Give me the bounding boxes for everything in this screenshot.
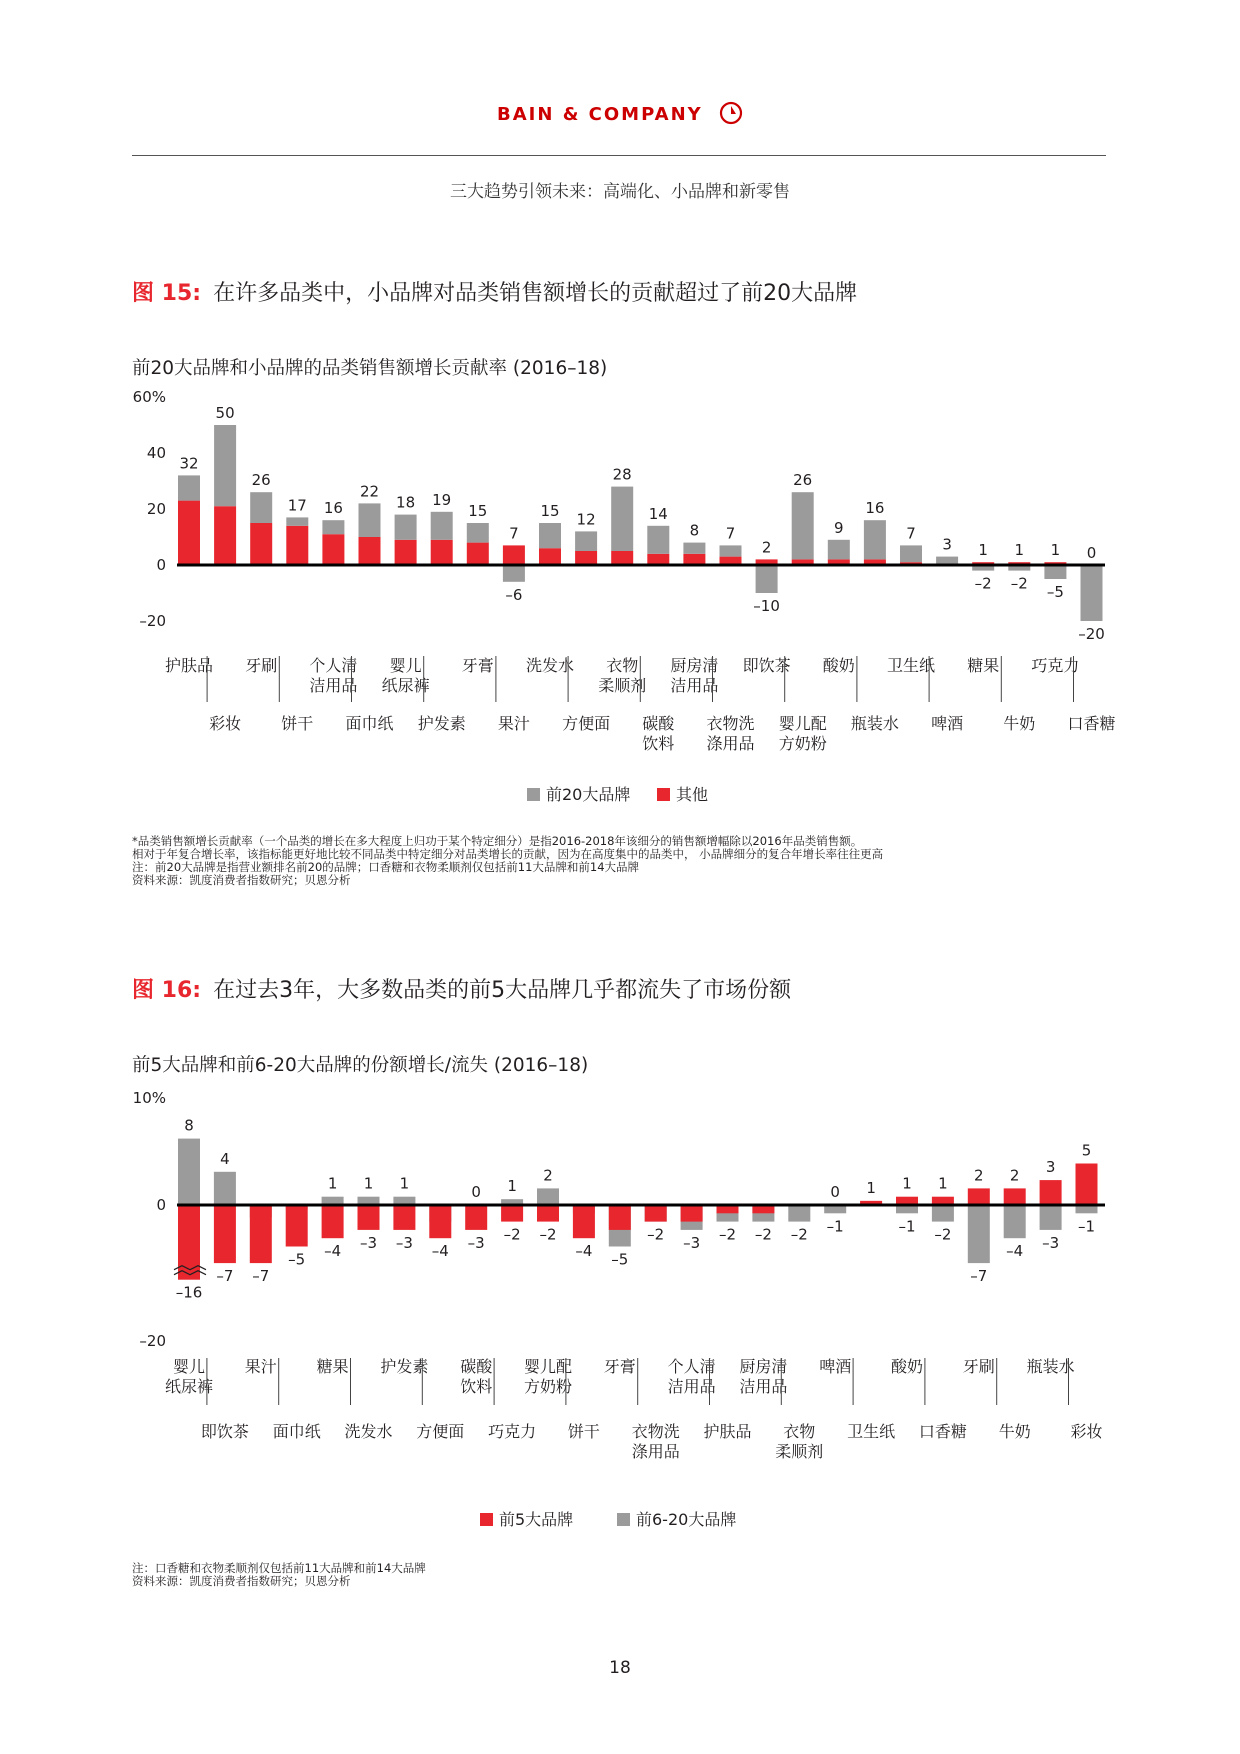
bar-top5 xyxy=(501,1205,523,1222)
figure16-note-2: 资料来源：凯度消费者指数研究；贝恩分析 xyxy=(132,1574,351,1588)
category-label: 衣物 xyxy=(606,656,639,675)
data-label: 50 xyxy=(215,404,235,422)
bar-top6-20 xyxy=(1040,1205,1062,1230)
data-label: 7 xyxy=(906,524,916,543)
data-label: –1 xyxy=(898,1217,916,1236)
category-label: 护发素 xyxy=(380,1357,429,1376)
category-label: 糖果 xyxy=(316,1357,349,1376)
bar-top20 xyxy=(431,512,453,540)
bar-top5 xyxy=(537,1205,559,1222)
bar-top20 xyxy=(647,526,669,554)
y-tick-label: 60% xyxy=(132,388,166,406)
legend-label-other: 其他 xyxy=(676,785,709,804)
category-label: 牙膏 xyxy=(461,656,494,675)
bar-other xyxy=(575,551,597,565)
data-label: –7 xyxy=(970,1267,988,1286)
category-label: 洁用品 xyxy=(739,1377,788,1396)
bar-top5 xyxy=(609,1205,631,1230)
figure16-notes xyxy=(132,1562,426,1588)
bar-other xyxy=(467,543,489,565)
data-label: 8 xyxy=(184,1116,194,1135)
category-label: 瓶装水 xyxy=(1026,1357,1075,1376)
data-label: –2 xyxy=(1010,574,1028,593)
data-label: –1 xyxy=(826,1217,844,1236)
data-label: 0 xyxy=(471,1183,481,1201)
bar-top20 xyxy=(611,487,633,551)
data-label: 1 xyxy=(902,1174,912,1193)
data-label: 3 xyxy=(1045,1158,1056,1177)
category-label: 衣物洗 xyxy=(631,1422,680,1441)
bar-other xyxy=(539,548,561,565)
bar-top20 xyxy=(359,503,381,537)
data-label: 5 xyxy=(1081,1141,1092,1160)
bar-top20 xyxy=(250,492,272,523)
bar-top5 xyxy=(214,1205,236,1263)
category-label: 衣物 xyxy=(783,1422,816,1441)
bar-top5 xyxy=(1040,1180,1062,1205)
category-label: 婴儿 xyxy=(172,1357,206,1376)
data-label: –4 xyxy=(575,1242,593,1261)
data-label: 7 xyxy=(725,524,736,543)
category-label: 洁用品 xyxy=(309,676,358,695)
y-tick-label: –20 xyxy=(139,612,166,630)
data-label: 7 xyxy=(509,524,519,543)
data-label: 16 xyxy=(865,499,885,518)
category-label: 护发素 xyxy=(417,714,466,733)
data-label: 26 xyxy=(251,471,271,490)
category-label: 酸奶 xyxy=(822,656,855,675)
bar-top20 xyxy=(575,531,597,551)
data-label: 0 xyxy=(830,1183,840,1201)
category-label: 厨房清 xyxy=(739,1357,788,1376)
bar-other xyxy=(611,551,633,565)
bar-other xyxy=(359,537,381,565)
category-label: 即饮茶 xyxy=(742,656,791,675)
data-label: –3 xyxy=(1042,1233,1060,1252)
report-subtitle: 三大趋势引领未来：高端化、小品牌和新零售 xyxy=(450,182,790,202)
bar-top5 xyxy=(681,1205,703,1222)
bar-top20 xyxy=(1044,565,1066,579)
data-label: 28 xyxy=(612,465,632,484)
chart1-title: 前20大品牌和小品牌的品类销售额增长贡献率 (2016–18) xyxy=(132,358,608,379)
data-label: 19 xyxy=(432,490,452,509)
data-label: 12 xyxy=(576,510,596,529)
category-label: 彩妆 xyxy=(1070,1422,1103,1441)
category-label: 牙刷 xyxy=(245,656,278,675)
bar-top20 xyxy=(756,565,778,593)
category-label: 面巾纸 xyxy=(345,714,394,733)
bar-other xyxy=(683,554,705,565)
category-label: 婴儿配 xyxy=(523,1357,573,1376)
category-label: 啤酒 xyxy=(931,714,964,733)
figure15-note-2: 相对于年复合增长率，该指标能更好地比较不同品类中特定细分对品类增长的贡献，因为在高度集中的品类中， 小品牌细分的复合年增长率往往更高 xyxy=(132,847,884,861)
data-label: 2 xyxy=(1009,1166,1020,1185)
category-label: 涤用品 xyxy=(631,1442,680,1461)
bar-other xyxy=(395,540,417,565)
legend-label-top6-20: 前6-20大品牌 xyxy=(636,1510,737,1529)
y-tick-label: 20 xyxy=(146,500,166,518)
figure16-note-1: 注：口香糖和衣物柔顺剂仅包括前11大品牌和前14大品牌 xyxy=(132,1561,426,1575)
data-label: –4 xyxy=(324,1242,342,1261)
bar-top6-20 xyxy=(788,1205,810,1222)
bar-top20 xyxy=(864,520,886,559)
category-label: 饮料 xyxy=(460,1377,493,1396)
category-label: 方奶粉 xyxy=(778,734,827,753)
data-label: 16 xyxy=(323,499,343,518)
bar-top5 xyxy=(1004,1188,1026,1205)
data-label: –4 xyxy=(1006,1242,1024,1261)
bar-top6-20 xyxy=(1004,1205,1026,1238)
category-label: 彩妆 xyxy=(209,714,242,733)
figure15-title-text: 在许多品类中，小品牌对品类销售额增长的贡献超过了前20大品牌 xyxy=(213,281,858,306)
bar-top20 xyxy=(286,517,308,525)
data-label: 32 xyxy=(179,454,199,473)
category-label: 果汁 xyxy=(244,1357,277,1376)
bar-top20 xyxy=(792,492,814,559)
legend-swatch-top5 xyxy=(480,1513,493,1526)
legend-label-top20: 前20大品牌 xyxy=(546,785,631,804)
category-label: 方便面 xyxy=(562,714,611,733)
category-label: 巧克力 xyxy=(488,1422,537,1441)
legend-swatch-top20 xyxy=(527,788,540,801)
category-label: 衣物洗 xyxy=(706,714,755,733)
figure15-notes xyxy=(132,835,883,887)
bar-top20 xyxy=(214,425,236,506)
data-label: 1 xyxy=(938,1174,948,1193)
bar-top6-20 xyxy=(932,1205,954,1222)
figure15-note-1: *品类销售额增长贡献率（一个品类的增长在多大程度上归功于某个特定细分）是指2016-2018年该细分的销售额增幅除以2016年品类销售额。 xyxy=(132,834,863,848)
bar-top20 xyxy=(395,515,417,540)
chart2-svg xyxy=(0,1080,1240,1535)
data-label: 9 xyxy=(834,518,844,537)
bar-top20 xyxy=(322,520,344,534)
category-label: 纸尿裤 xyxy=(164,1377,214,1396)
figure15-title xyxy=(132,276,857,307)
data-label: –2 xyxy=(790,1225,808,1244)
category-label: 婴儿配 xyxy=(778,714,827,733)
data-label: –1 xyxy=(1077,1217,1096,1236)
bar-top5 xyxy=(322,1205,344,1238)
bar-other xyxy=(250,523,272,565)
category-label: 瓶装水 xyxy=(850,714,899,733)
data-label: 4 xyxy=(220,1149,230,1168)
category-label: 糖果 xyxy=(967,656,1000,675)
data-label: –2 xyxy=(539,1225,557,1244)
data-label: –2 xyxy=(647,1225,665,1244)
bar-top20 xyxy=(178,475,200,500)
category-label: 牛奶 xyxy=(1003,714,1036,733)
category-label: 饼干 xyxy=(567,1422,600,1441)
category-label: 饮料 xyxy=(642,734,675,753)
y-tick-label: –20 xyxy=(139,1332,166,1350)
data-label: –3 xyxy=(359,1233,378,1252)
data-label: –20 xyxy=(1078,625,1105,643)
bar-other xyxy=(647,554,669,565)
data-label: 15 xyxy=(540,502,560,520)
category-label: 个人清 xyxy=(667,1357,716,1376)
bar-other xyxy=(178,501,200,565)
data-label: –4 xyxy=(431,1242,449,1261)
data-label: 15 xyxy=(468,502,488,520)
data-label: –7 xyxy=(216,1267,234,1286)
data-label: 8 xyxy=(689,521,700,540)
bain-logo xyxy=(0,104,1240,125)
figure15-note-4: 资料来源：凯度消费者指数研究；贝恩分析 xyxy=(132,873,351,887)
page-number: 18 xyxy=(609,1658,631,1678)
bar-top5 xyxy=(178,1205,200,1280)
category-label: 洗发水 xyxy=(344,1422,393,1441)
data-label: 18 xyxy=(396,493,416,512)
category-label: 口香糖 xyxy=(1067,714,1116,733)
bar-top6-20 xyxy=(968,1205,990,1263)
figure16-title-text: 在过去3年，大多数品类的前5大品牌几乎都流失了市场份额 xyxy=(213,978,792,1003)
data-label: –7 xyxy=(252,1267,270,1286)
category-label: 酸奶 xyxy=(890,1357,924,1376)
category-label: 碳酸 xyxy=(460,1357,493,1376)
data-label: 1 xyxy=(507,1177,517,1196)
category-label: 口香糖 xyxy=(918,1422,967,1441)
category-label: 牙刷 xyxy=(962,1357,995,1376)
data-label: 1 xyxy=(978,541,988,560)
bar-other xyxy=(286,526,308,565)
data-label: 26 xyxy=(793,471,813,490)
y-tick-label: 40 xyxy=(146,444,166,462)
y-tick-label: 10% xyxy=(132,1089,166,1107)
data-label: –6 xyxy=(505,585,523,604)
data-label: 1 xyxy=(866,1178,876,1197)
data-label: –5 xyxy=(288,1250,306,1269)
category-label: 牛奶 xyxy=(998,1422,1031,1441)
data-label: 1 xyxy=(1050,541,1061,560)
chart1-svg xyxy=(0,380,1240,810)
category-label: 护肤品 xyxy=(703,1422,752,1441)
data-label: 2 xyxy=(974,1166,984,1185)
data-label: –2 xyxy=(718,1225,737,1244)
category-label: 洁用品 xyxy=(667,1377,716,1396)
data-label: –10 xyxy=(753,597,780,615)
data-label: –3 xyxy=(683,1233,701,1252)
figure16-title xyxy=(132,973,791,1004)
bar-top20 xyxy=(720,545,742,556)
data-label: 22 xyxy=(359,482,380,501)
category-label: 即饮茶 xyxy=(200,1422,249,1441)
chart2-title: 前5大品牌和前6-20大品牌的份额增长/流失 (2016–18) xyxy=(132,1055,589,1076)
data-label: –2 xyxy=(974,574,992,593)
category-label: 牙膏 xyxy=(603,1357,636,1376)
legend-label-top5: 前5大品牌 xyxy=(499,1510,574,1529)
category-label: 巧克力 xyxy=(1031,656,1080,675)
bar-other xyxy=(322,534,344,565)
figure15-label: 图 15: xyxy=(132,281,202,306)
bar-top20 xyxy=(683,543,705,554)
category-label: 饼干 xyxy=(281,714,314,733)
y-tick-label: 0 xyxy=(156,556,166,574)
bar-top6-20 xyxy=(214,1172,236,1205)
category-label: 卫生纸 xyxy=(886,656,936,675)
data-label: –2 xyxy=(754,1225,772,1244)
category-label: 个人清 xyxy=(309,656,358,675)
category-label: 洗发水 xyxy=(525,656,575,675)
category-label: 啤酒 xyxy=(819,1357,852,1376)
data-label: 17 xyxy=(287,496,307,515)
bar-top20 xyxy=(467,523,489,543)
data-label: 0 xyxy=(1086,544,1097,562)
bar-other xyxy=(431,540,453,565)
category-label: 柔顺剂 xyxy=(598,676,647,695)
category-label: 纸尿裤 xyxy=(381,676,430,695)
data-label: –2 xyxy=(503,1225,521,1244)
category-label: 碳酸 xyxy=(642,714,675,733)
category-label: 果汁 xyxy=(497,714,530,733)
bar-top5 xyxy=(358,1205,380,1230)
data-label: –5 xyxy=(1046,583,1064,601)
bar-top5 xyxy=(465,1205,487,1230)
category-label: 婴儿 xyxy=(389,656,422,675)
bar-top20 xyxy=(539,523,561,548)
category-label: 涤用品 xyxy=(706,734,755,753)
logo-text: BAIN & COMPANY xyxy=(497,104,703,125)
data-label: 2 xyxy=(543,1166,553,1185)
bar-other xyxy=(503,545,525,565)
bar-top5 xyxy=(573,1205,595,1238)
bar-top20 xyxy=(936,557,958,564)
data-label: 1 xyxy=(363,1174,374,1193)
category-label: 方奶粉 xyxy=(523,1377,573,1396)
data-label: 3 xyxy=(942,535,952,554)
compass-logo-icon xyxy=(719,101,743,125)
category-label: 面巾纸 xyxy=(272,1422,321,1441)
bar-other xyxy=(214,506,236,565)
bar-top5 xyxy=(1076,1164,1098,1206)
data-label: 1 xyxy=(1014,541,1025,560)
data-label: 14 xyxy=(648,504,668,523)
bar-top20 xyxy=(900,545,922,562)
figure15-note-3: 注：前20大品牌是指营业额排名前20的品牌；口香糖和衣物柔顺剂仅包括前11大品牌和前14大品牌 xyxy=(132,860,640,874)
bar-top5 xyxy=(429,1205,451,1238)
bar-top5 xyxy=(393,1205,415,1230)
category-label: 卫生纸 xyxy=(847,1422,896,1441)
bar-top20 xyxy=(828,540,850,560)
data-label: –5 xyxy=(611,1250,629,1269)
data-label: –3 xyxy=(395,1233,413,1252)
bar-top5 xyxy=(968,1188,990,1205)
data-label: 2 xyxy=(761,538,772,557)
category-label: 洁用品 xyxy=(670,676,719,695)
bar-top5 xyxy=(250,1205,272,1263)
figure16-label: 图 16: xyxy=(132,978,202,1003)
data-label: –16 xyxy=(175,1283,203,1302)
data-label: –2 xyxy=(934,1225,952,1244)
category-label: 柔顺剂 xyxy=(775,1442,824,1461)
y-tick-label: 0 xyxy=(156,1196,166,1214)
header-divider xyxy=(132,155,1106,156)
bar-top20 xyxy=(1081,565,1103,621)
data-label: 1 xyxy=(327,1174,338,1193)
category-label: 方便面 xyxy=(416,1422,465,1441)
legend-swatch-other xyxy=(657,788,670,801)
bar-top5 xyxy=(645,1205,667,1222)
bar-top20 xyxy=(503,565,525,582)
bar-top6-20 xyxy=(178,1139,200,1205)
legend-swatch-top6-20 xyxy=(617,1513,630,1526)
category-label: 护肤品 xyxy=(164,656,214,675)
data-label: 1 xyxy=(399,1174,410,1193)
bar-top5 xyxy=(286,1205,308,1247)
category-label: 厨房清 xyxy=(670,656,719,675)
bar-top6-20 xyxy=(537,1188,559,1205)
data-label: –3 xyxy=(467,1233,485,1252)
